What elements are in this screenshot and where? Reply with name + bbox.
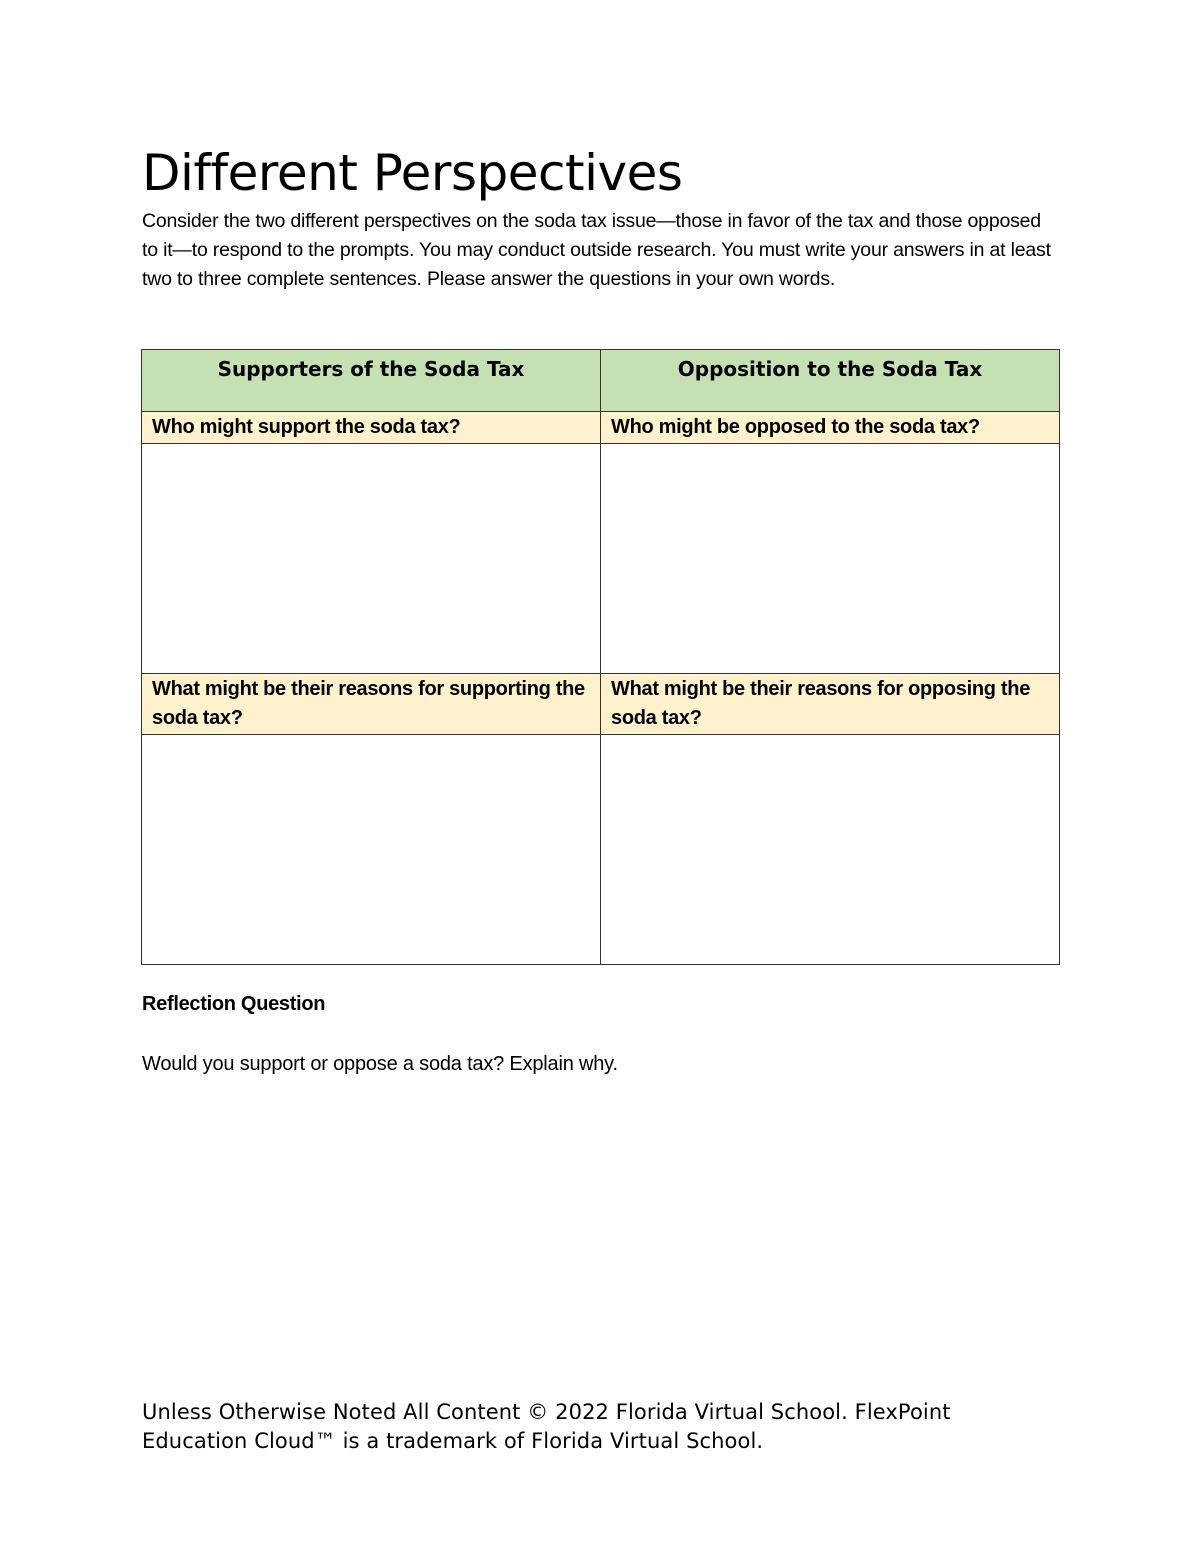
answer-row [142,444,1060,674]
reflection-heading: Reflection Question [142,993,326,1015]
perspectives-table [141,349,1060,965]
page-title: Different Perspectives [142,144,683,202]
prompt-reasons-oppose: What might be their reasons for opposing the soda tax? [601,674,1060,735]
intro-paragraph: Consider the two different perspectives on the soda tax issue—those in favor of the tax and those opposed to it—to respond to the prompts. You may conduct outside research. You must write your answers in at least two to three complete sentences. Please answer the questions in your own words. [142,210,1051,290]
prompt-row [142,412,1060,444]
header-opposition: Opposition to the Soda Tax [601,350,1060,412]
prompt-who-support: Who might support the soda tax? [142,412,601,444]
answer-row [142,735,1060,965]
prompt-who-oppose: Who might be opposed to the soda tax? [601,412,1060,444]
reflection-question: Would you support or oppose a soda tax? Explain why. [142,1053,618,1075]
header-supporters: Supporters of the Soda Tax [142,350,601,412]
copyright-footer: Unless Otherwise Noted All Content © 2022 Florida Virtual School. FlexPoint Education Cloud™ is a trademark of Florida Virtual School. [142,1400,951,1453]
answer-reasons-support[interactable] [142,735,601,965]
answer-who-support[interactable] [142,444,601,674]
answer-reasons-oppose[interactable] [601,735,1060,965]
table-header-row [142,350,1060,412]
prompt-row [142,674,1060,735]
answer-who-oppose[interactable] [601,444,1060,674]
prompt-reasons-support: What might be their reasons for supporting the soda tax? [142,674,601,735]
